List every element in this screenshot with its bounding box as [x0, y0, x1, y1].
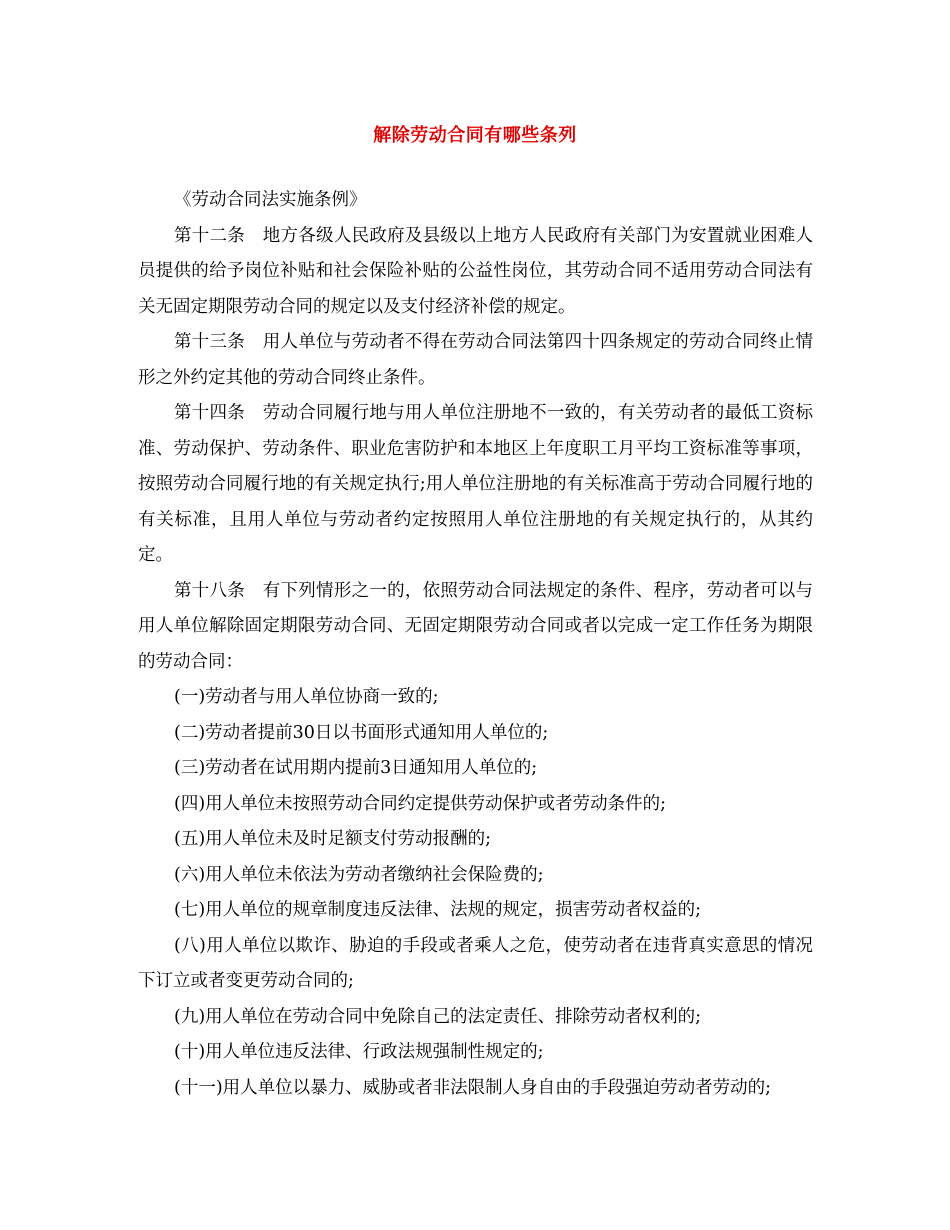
article-14-paragraph: 第十四条 劳动合同履行地与用人单位注册地不一致的，有关劳动者的最低工资标准、劳动保护、劳动条件、职业危害防护和本地区上年度职工月平均工资标准等事项，按照劳动合同履行地的有关规定执行;用人单位注册地的有关标准高于劳动合同履行地的有关标准，且用人单位与劳动者约定按照用人单位注册地的有关规定执行的，从其约定。 — [138, 403, 813, 565]
list-item-8: (八)用人单位以欺诈、胁迫的手段或者乘人之危，使劳动者在违背真实意思的情况下订立或者变更劳动合同的; — [138, 935, 813, 991]
list-item-7: (七)用人单位的规章制度违反法律、法规的规定，损害劳动者权益的; — [174, 900, 702, 920]
list-item-10: (十)用人单位违反法律、行政法规强制性规定的; — [174, 1042, 544, 1062]
document-body — [138, 183, 813, 1106]
list-item-2: (二)劳动者提前30日以书面形式通知用人单位的; — [174, 722, 549, 743]
article-13-paragraph: 第十三条 用人单位与劳动者不得在劳动合同法第四十四条规定的劳动合同终止情形之外约定其他的劳动合同终止条件。 — [138, 332, 813, 388]
article-18-paragraph: 第十八条 有下列情形之一的，依照劳动合同法规定的条件、程序，劳动者可以与用人单位解除固定期限劳动合同、无固定期限劳动合同或者以完成一定工作任务为期限的劳动合同： — [138, 580, 813, 672]
list-item-5: (五)用人单位未及时足额支付劳动报酬的; — [174, 829, 492, 849]
law-name-paragraph: 《劳动合同法实施条例》 — [174, 190, 367, 210]
list-item-11: (十一)用人单位以暴力、威胁或者非法限制人身自由的手段强迫劳动者劳动的; — [174, 1077, 772, 1098]
list-item-4: (四)用人单位未按照劳动合同约定提供劳动保护或者劳动条件的; — [174, 793, 667, 814]
list-item-9: (九)用人单位在劳动合同中免除自己的法定责任、排除劳动者权利的; — [174, 1006, 702, 1027]
list-item-3: (三)劳动者在试用期内提前3日通知用人单位的; — [174, 758, 538, 778]
article-12-paragraph: 第十二条 地方各级人民政府及县级以上地方人民政府有关部门为安置就业困难人员提供的给予岗位补贴和社会保险补贴的公益性岗位，其劳动合同不适用劳动合同法有关无固定期限劳动合同的规定以及支付经济补偿的规定。 — [138, 225, 813, 317]
list-item-1: (一)劳动者与用人单位协商一致的; — [174, 687, 439, 707]
list-item-6: (六)用人单位未依法为劳动者缴纳社会保险费的; — [174, 864, 544, 885]
document-title: 解除劳动合同有哪些条列 — [373, 125, 577, 146]
